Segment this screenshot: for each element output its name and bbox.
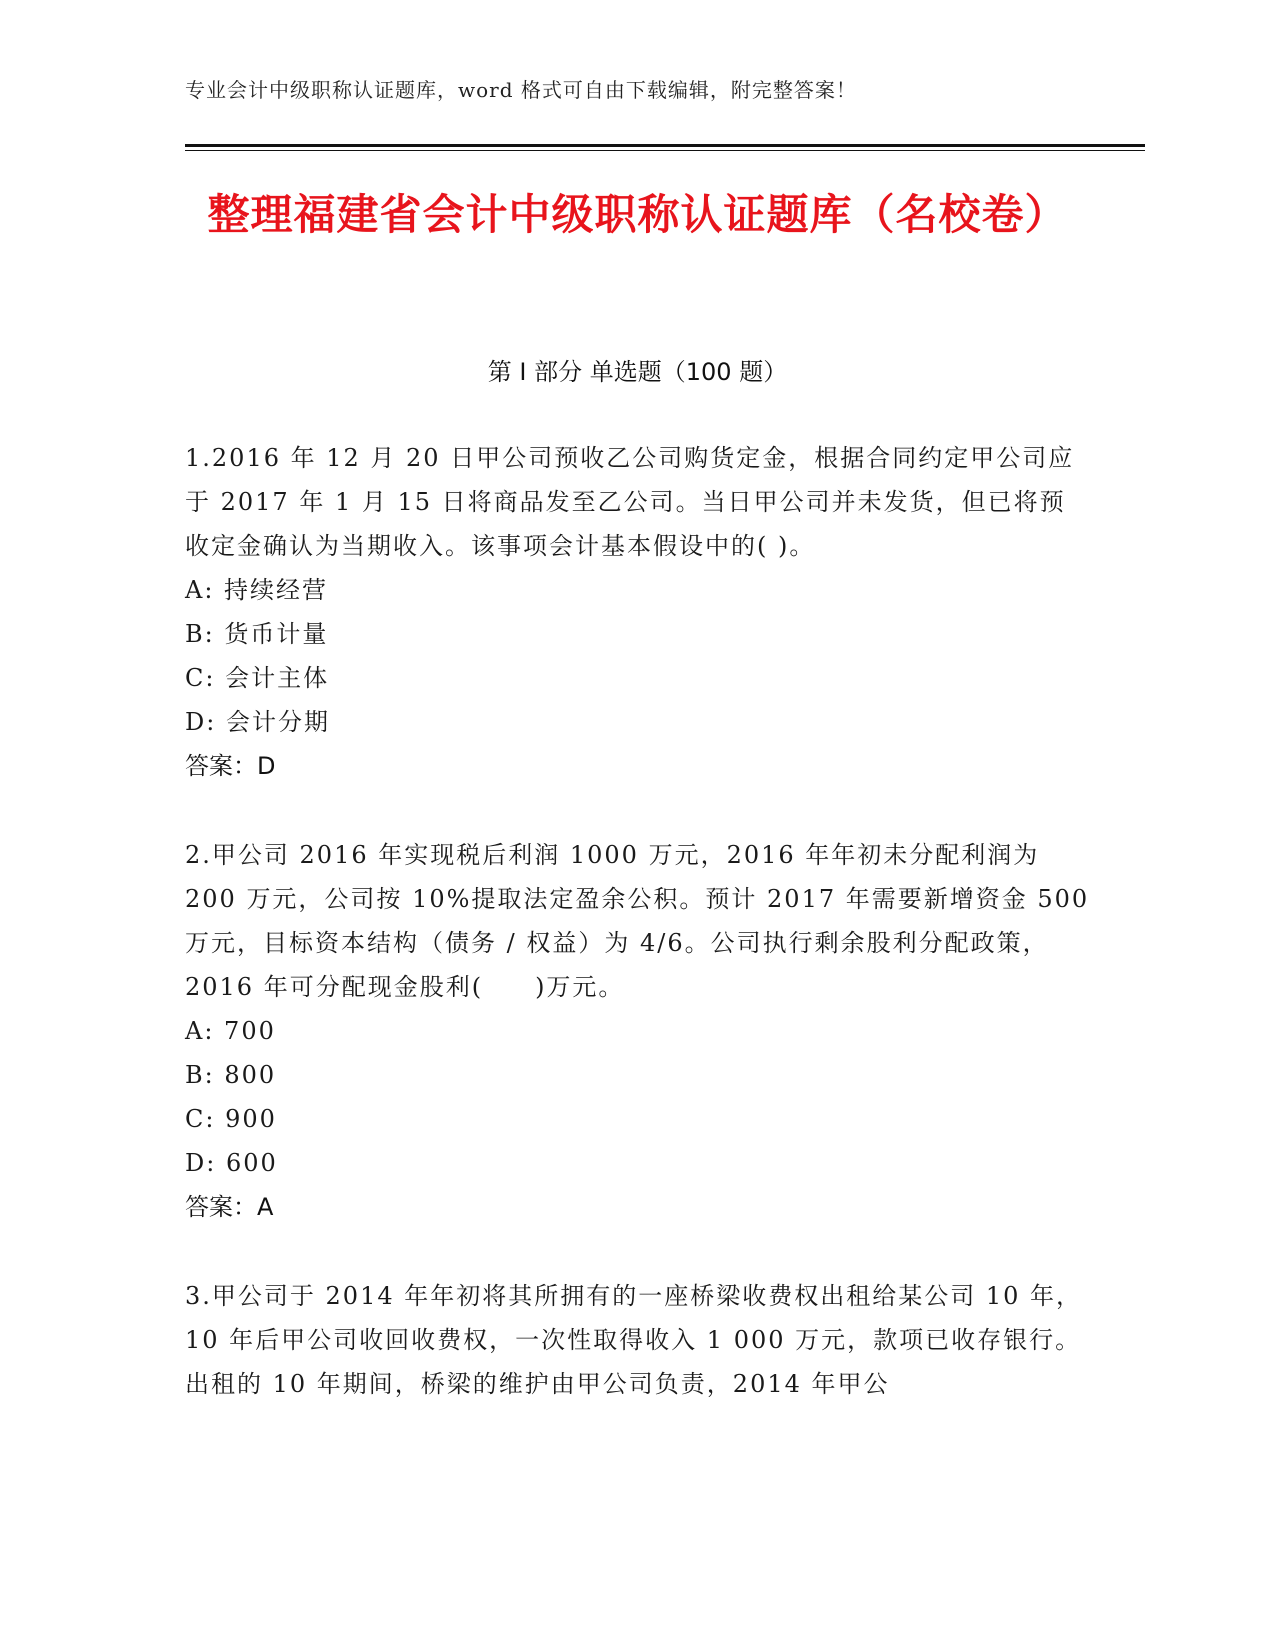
header-divider-thin bbox=[185, 150, 1145, 151]
answer: 答案：D bbox=[185, 752, 276, 780]
header-divider-thick bbox=[185, 144, 1145, 147]
option-c: C: 900 bbox=[185, 1105, 277, 1133]
option-d: D: 600 bbox=[185, 1149, 278, 1177]
question-stem: 2.甲公司 2016 年实现税后利润 1000 万元，2016 年年初未分配利润为 200 万元，公司按 10%提取法定盈余公积。预计 2017 年需要新增资金 500 万元，目标资本结构（债务 / 权益）为 4/6。公司执行剩余股利分配政策，2016 年可分配现金股利( )万元。 bbox=[185, 841, 1090, 1001]
option-d: D: 会计分期 bbox=[185, 708, 330, 736]
document-title: 整理福建省会计中级职称认证题库（名校卷） bbox=[207, 190, 1068, 239]
option-b: B: 800 bbox=[185, 1061, 277, 1089]
question-2 bbox=[185, 833, 1090, 1229]
question-stem: 3.甲公司于 2014 年年初将其所拥有的一座桥梁收费权出租给某公司 10 年，10 年后甲公司收回收费权，一次性取得收入 1 000 万元，款项已收存银行。出租的 10 年期间，桥梁的维护由甲公司负责，2014 年甲公 bbox=[185, 1282, 1083, 1398]
option-b: B: 货币计量 bbox=[185, 620, 329, 648]
header-note: 专业会计中级职称认证题库，word 格式可自由下载编辑，附完整答案！ bbox=[185, 78, 857, 102]
option-a: A: 700 bbox=[185, 1017, 276, 1045]
answer: 答案：A bbox=[185, 1193, 274, 1221]
question-3 bbox=[185, 1274, 1090, 1406]
section-heading: 第 I 部分 单选题（100 题） bbox=[487, 358, 788, 386]
option-c: C: 会计主体 bbox=[185, 664, 330, 692]
option-a: A: 持续经营 bbox=[185, 576, 329, 604]
question-list bbox=[185, 436, 1090, 1451]
question-stem: 1.2016 年 12 月 20 日甲公司预收乙公司购货定金，根据合同约定甲公司应于 2017 年 1 月 15 日将商品发至乙公司。当日甲公司并未发货，但已将预收定金确认为当期收入。该事项会计基本假设中的( )。 bbox=[185, 444, 1075, 560]
question-1 bbox=[185, 436, 1090, 788]
